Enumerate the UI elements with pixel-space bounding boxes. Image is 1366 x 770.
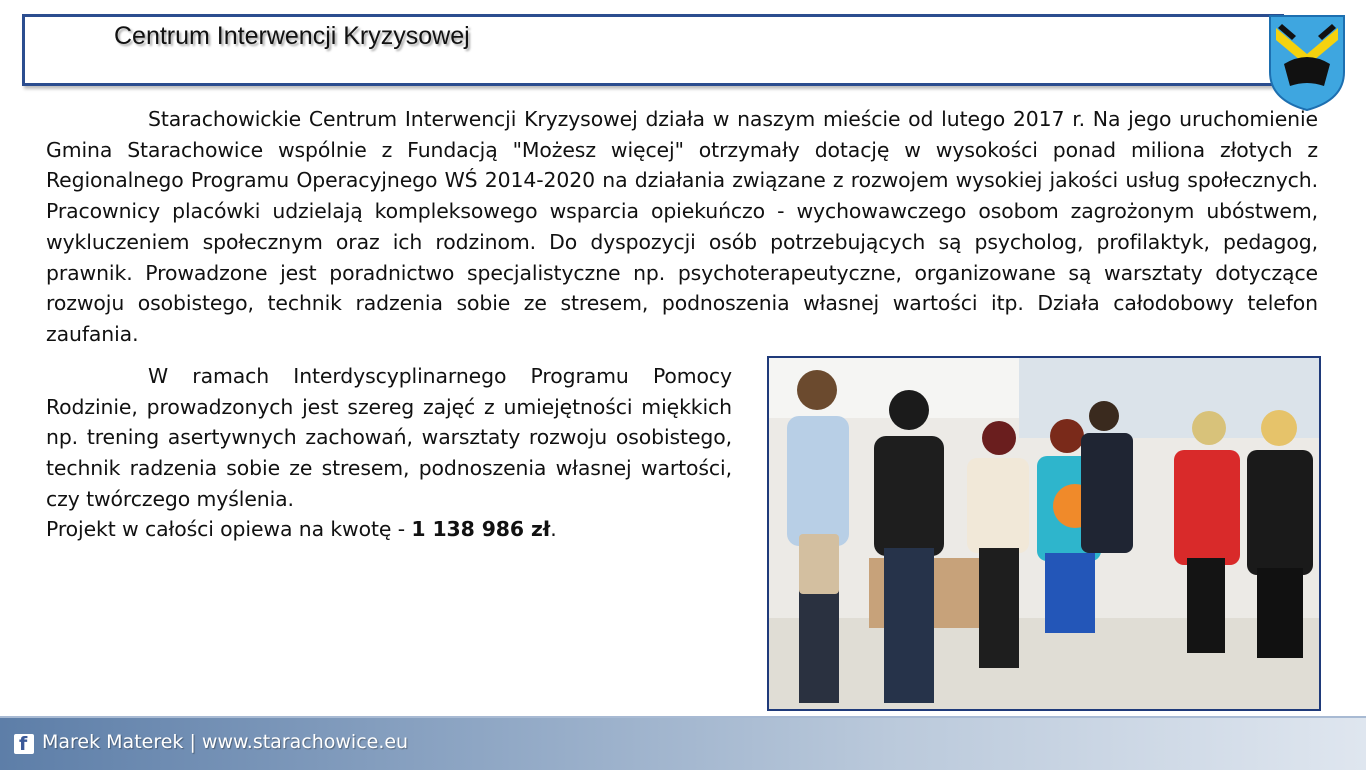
footer-text[interactable]: Marek Materek | www.starachowice.eu	[42, 731, 409, 753]
group-photo-image	[769, 358, 1319, 709]
project-amount: 1 138 986 zł	[411, 517, 551, 541]
page-title: Centrum Interwencji Kryzysowej	[114, 22, 470, 50]
paragraph-intro: Starachowickie Centrum Interwencji Kryzysowej działa w naszym mieście od lutego 2017 r. Na jego uruchomienie Gmina Starachowice wspólnie z Fundacją "Możesz więcej" otrzymały dotację w wysokości ponad miliona złotych z Regionalnego Programu Operacyjnego WŚ 2014-2020 na działania związane z rozwojem wysokiej jakości usług społecznych. Pracownicy placówki udzielają kompleksowego wsparcia opiekuńczo - wychowawczego osobom zagrożonym ubóstwem, wykluczeniem społecznym oraz ich rodzinom. Do dyspozycji osób potrzebujących są psycholog, profilaktyk, pedagog, prawnik. Prowadzone jest poradnictwo specjalistyczne np. psychoterapeutyczne, organizowane są warsztaty dotyczące rozwoju osobistego, technik radzenia sobie ze stresem, podnoszenia własnej wartości itp. Działa całodobowy telefon zaufania.	[46, 107, 1318, 346]
project-amount-line: Projekt w całości opiewa na kwotę - 1 138 986 zł.	[46, 517, 557, 541]
footer-bar	[0, 716, 1366, 770]
paragraph-program: W ramach Interdyscyplinarnego Programu Pomocy Rodzinie, prowadzonych jest szereg zajęć z umiejętności miękkich np. trening asertywnych zachowań, warsztaty rozwoju osobistego, technik radzenia sobie ze stresem, podnoszenia własnej wartości, czy twórczego myślenia.	[46, 364, 732, 511]
facebook-icon[interactable]: f	[14, 734, 34, 754]
coat-of-arms-icon	[1262, 10, 1352, 114]
group-photo	[767, 356, 1321, 711]
